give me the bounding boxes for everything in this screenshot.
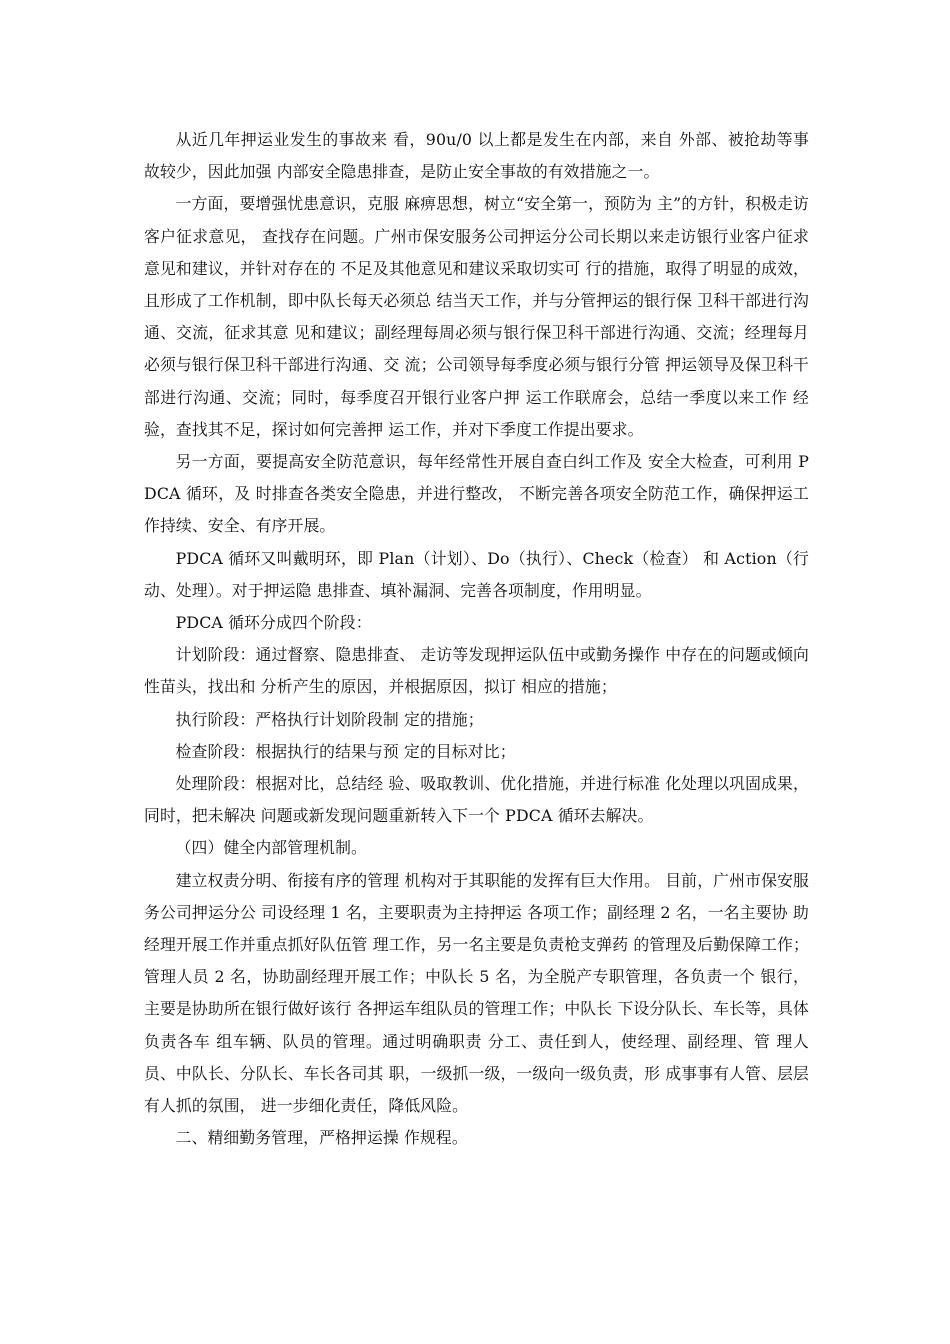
- paragraph-check-stage: 检查阶段：根据执行的结果与预 定的目标对比；: [175, 741, 516, 761]
- paragraph-management-structure: 建立权责分明、衔接有序的管理 机构对于其职能的发挥有巨大作用。 目前，广州市保安服务公司押运分公 司设经理 1 名，主要职责为主持押运 各项工作；副经理 2 名，一名主要协 助经理开展工作并重点抓好队伍管 理工作，另一名主要是负责枪支弹药 的管理及后勤保障工作；管理人员 2 名，协助副经理开展工作；中队长 5 名，为全脱产专职管理，各负责一个 银行，主要是协助所在银行做好该行 各押运车组队员的管理工作；中队长 下设分队长、车长等，具体负责各车 组车辆、队员的管理。通过明确职责 分工、责任到人，使经理、副经理、管 理人员、中队长、分队长、车长各司其 职，一级抓一级，一级向一级负责，形 成事事有人管、层层有人抓的氛围， 进一步细化责任，降低风险。: [144, 870, 809, 1116]
- paragraph-intro: 从近几年押运业发生的事故来 看，90u/0 以上都是发生在内部，来自 外部、被抢劫等事故较少，因此加强 内部安全隐患排查，是防止安全事故的有效措施之一。: [144, 130, 809, 182]
- paragraph-pdca-stages-heading: PDCA 循环分成四个阶段：: [175, 613, 372, 633]
- paragraph-plan-stage: 计划阶段：通过督察、隐患排查、 走访等发现押运队伍中或勤务操作 中存在的问题或倾向性苗头，找出和 分析产生的原因，并根据原因，拟订 相应的措施；: [144, 645, 809, 697]
- paragraph-action-stage: 处理阶段：根据对比，总结经 验、吸取教训、优化措施，并进行标准 化处理以巩固成果，同时，把未解决 问题或新发现问题重新转入下一个 PDCA 循环去解决。: [144, 774, 809, 826]
- document-body: [144, 124, 809, 1155]
- paragraph-one-aspect: 一方面，要增强忧患意识，克服 麻痹思想，树立“安全第一，预防为 主”的方针，积极走访客户征求意见， 查找存在问题。广州市保安服务公司押运分公司长期以来走访银行业客户征求意见和建议，并针对存在的 不足及其他意见和建议采取切实可 行的措施，取得了明显的成效，且形成了工作机制，即中队长每天必须总 结当天工作，并与分管押运的银行保 卫科干部进行沟通、交流，征求其意 见和建议；副经理每周必须与银行保卫科干部进行沟通、交流；经理每月 必须与银行保卫科干部进行沟通、交 流；公司领导每季度必须与银行分管 押运领导及保卫科干部进行沟通、交流；同时，每季度召开银行业客户押 运工作联席会，总结一季度以来工作 经验，查找其不足，探讨如何完善押 运工作，并对下季度工作提出要求。: [144, 194, 809, 439]
- paragraph-pdca-definition: PDCA 循环又叫戴明环，即 Plan（计划）、Do（执行）、Check（检查） 和 Action（行动、处理）。对于押运隐 患排查、填补漏洞、完善各项制度，作用明显。: [144, 548, 809, 600]
- paragraph-other-aspect: 另一方面，要提高安全防范意识，每年经常性开展自查白纠工作及 安全大检查，可利用 PDCA 循环，及 时排查各类安全隐患，并进行整改， 不断完善各项安全防范工作，确保押运工作持续、安全、有序开展。: [144, 452, 809, 536]
- section-heading-duty-management: 二、精细勤务管理，严格押运操 作规程。: [175, 1128, 468, 1148]
- section-heading-internal-management: （四）健全内部管理机制。: [175, 838, 367, 858]
- paragraph-do-stage: 执行阶段：严格执行计划阶段制 定的措施；: [175, 709, 484, 729]
